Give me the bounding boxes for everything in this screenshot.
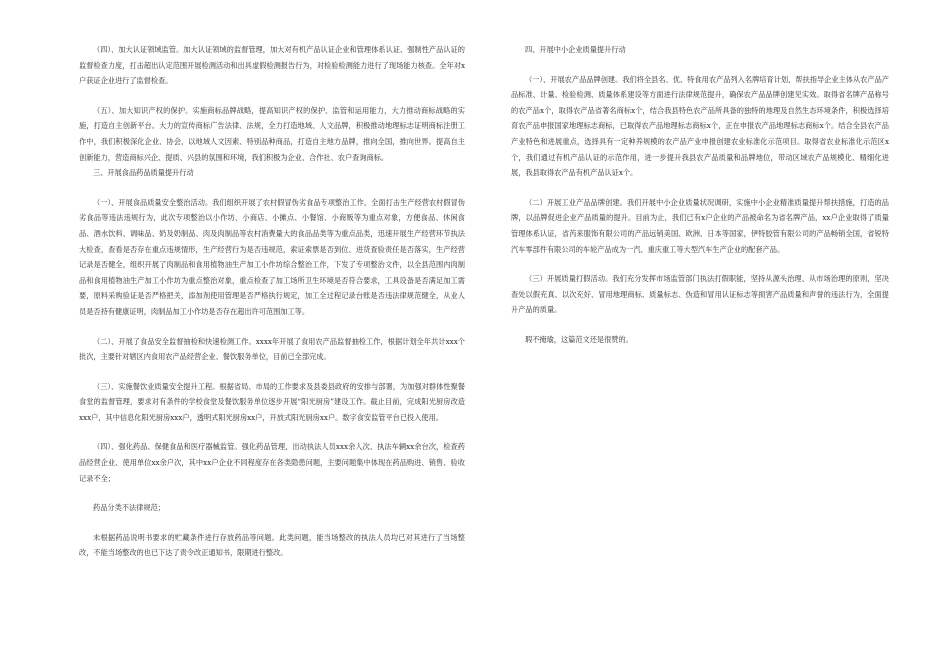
paragraph-certification: （四）、加大认证领域监管。加大认证领域的监督管理，加大对有机产品认证企业和管理体系认证、强制性产品认证的监督检查力度，打击超出认定范围开展检测活动和出具虚假检测报告行为，对检验检测能力进行了现场能力核查。全年对x户获证企业进行了监督检查。: [79, 45, 465, 86]
paragraph-sampling: （二）、开展了食品安全监督抽检和快速检测工作。xxxx年开展了食用农产品监督抽检工作，根据计划全年共计xxx个批次，主要针对辖区内食用农产品经营企业、餐饮服务单位，目前已全部完成。: [79, 336, 465, 362]
section-heading-food-drug: 三、开展食品药品质量提升行动: [93, 168, 194, 178]
left-column: [79, 42, 465, 561]
paragraph-storage: 未根据药品说明书要求的贮藏条件进行存放药品等问题。此类问题，能当场整改的执法人员均已对其进行了当场整改，不能当场整改的也已下达了责令改正通知书，限期进行整改。: [79, 532, 465, 558]
paragraph-anti-counterfeit: （三）开展质量打假活动。我们充分发挥市场监管部门执法打假职能，坚持从源头治理、从市场治理的原则，坚决查处以假充真、以次充好、冒用地理商标、质量标志、伪造和冒用认证标志等损害产品质量和声誉的违法行为，全面提升产品的质量。: [511, 274, 889, 315]
paragraph-drug-supervision: （四）、强化药品、保健食品和医疗器械监管。强化药品管理，出动执法人员xxx余人次、执法车辆xx余台次，检查药品经营企业、使用单位xx余户次，其中xx户企业不同程度存在各类隐患问题，主要问题集中体现在药品购进、销售、验收记录不全；: [79, 442, 465, 483]
paragraph-ip-protection: （五）、加大知识产权的保护。实施商标品牌战略，提高知识产权的保护、监管和运用能力，大力推动商标战略的实施，打造自主创新平台。大力的宣传商标广告法律、法规，全力打造地域、人文品牌，积极推动地理标志证明商标注册工作中，我们积极深化企业、协会，以地域人文因素、特别品种商品，打造自主地方品牌，推向全国，推向世界。提高自主创新能力，营造商标兴企、提质、兴县的氛围和环境，我们积极为企业、合作社、农户查询商标。: [79, 105, 465, 162]
section-heading-sme: 四、开展中小企业质量提升行动: [525, 45, 626, 54]
paragraph-food-safety: （一）、开展食品质量安全整治活动。我们组织开展了农村假冒伪劣食品专项整治工作，全面打击生产经营农村假冒伪劣食品等违法违规行为，此次专项整治以小作坊、小商店、小摊点、小餐馆、小商贩等为重点对象，方便食品、休闲食品、酒水饮料、调味品、奶及奶制品、肉及肉制品等农村消费量大的食品品类等为重点品类，迅速开展生产经营环节执法大检查，查看是否存在重点违规情形，生产经营行为是否违规范，索证索票是否到位、进货查验责任是否落实，生产经营记录是否健全，组织开展了肉制品和食用植物油生产加工小作坊综合整治工作，下发了专项整治文件，以全县范围内肉制品和食用植物油生产加工小作坊为重点整治对象，重点检查了加工场所卫生环境是否符合要求，工具设备是否满足加工需要，原料采购验证是否严格把关，添加剂使用管理是否严格执行规定，加工全过程记录台账是否违法律规范健全，从业人员是否持有健康证明，肉制品加工小作坊是否存在超出许可范围加工等。: [79, 197, 465, 316]
paragraph-drug-classification: 药品分类不法律规范；: [93, 503, 165, 513]
paragraph-industrial-brand: （二）开展工业产品品牌创建。我们开展中小企业质量状况调研，实施中小企业精准质量提升帮扶措施，打造的品牌，以品牌促进企业产品质量的提升。目前为止，我们已有x户企业的产品被命名为省名牌产品，xx户企业取得了质量管理体系认证，省芮来服饰有限公司的产品远销美国、欧洲、日本等国家，伊特胶管有限公司的产品畅销全国，省锐特汽车零部件有限公司的车轮产品成为一汽、重庆重工等大型汽车生产企业的配套产品。: [511, 197, 889, 254]
paragraph-catering: （三）、实施餐饮业质量安全提升工程。根据省局、市局的工作要求及县委县政府的安排与部署，为加强对群体性聚餐食堂的监督管理，要求对有条件的学校食堂及餐饮服务单位逐步开展“阳光厨房”建设工作。截止目前，完成阳光厨房改造xxx户，其中信息化阳光厨房xxx户，透明式阳光厨房xx户，开放式阳光厨房xx户。数字食安监管平台已投入使用。: [79, 381, 465, 422]
closing-remark: 瑕不掩瑜，这篇范文还是很赞的。: [525, 334, 633, 344]
right-column: [511, 42, 889, 348]
paragraph-agri-brand: （一）、开展农产品品牌创建。我们将全县名、优、特食用农产品列入名牌培育计划，帮扶指导企业主体从农产品产品标准、计量、检验检测、质量体系建设等方面进行法律规范提升，确保农产品品牌创建见实效。取得省名牌产品称号的农产品x个，取得农产品省著名商标x个，结合我县特色农产品所具备的独特的地理及自然生态环境条件，积极选择培育农产品申报国家地理标志商标，已取得农产品地理标志商标x个，正在申报农产品地理标志商标x个。结合全县农产品产业特色和进展重点，选择具有一定种养规模的农产品产业申报创建农业标准化示范项目。取得省农业标准化示范区x个，我们通过有机产品认证的示范作用，进一步提升我县农产品质量和品牌地位，带动区域农产品规模化、精细化进展，我县取得农产品有机产品认证x个。: [511, 74, 889, 178]
